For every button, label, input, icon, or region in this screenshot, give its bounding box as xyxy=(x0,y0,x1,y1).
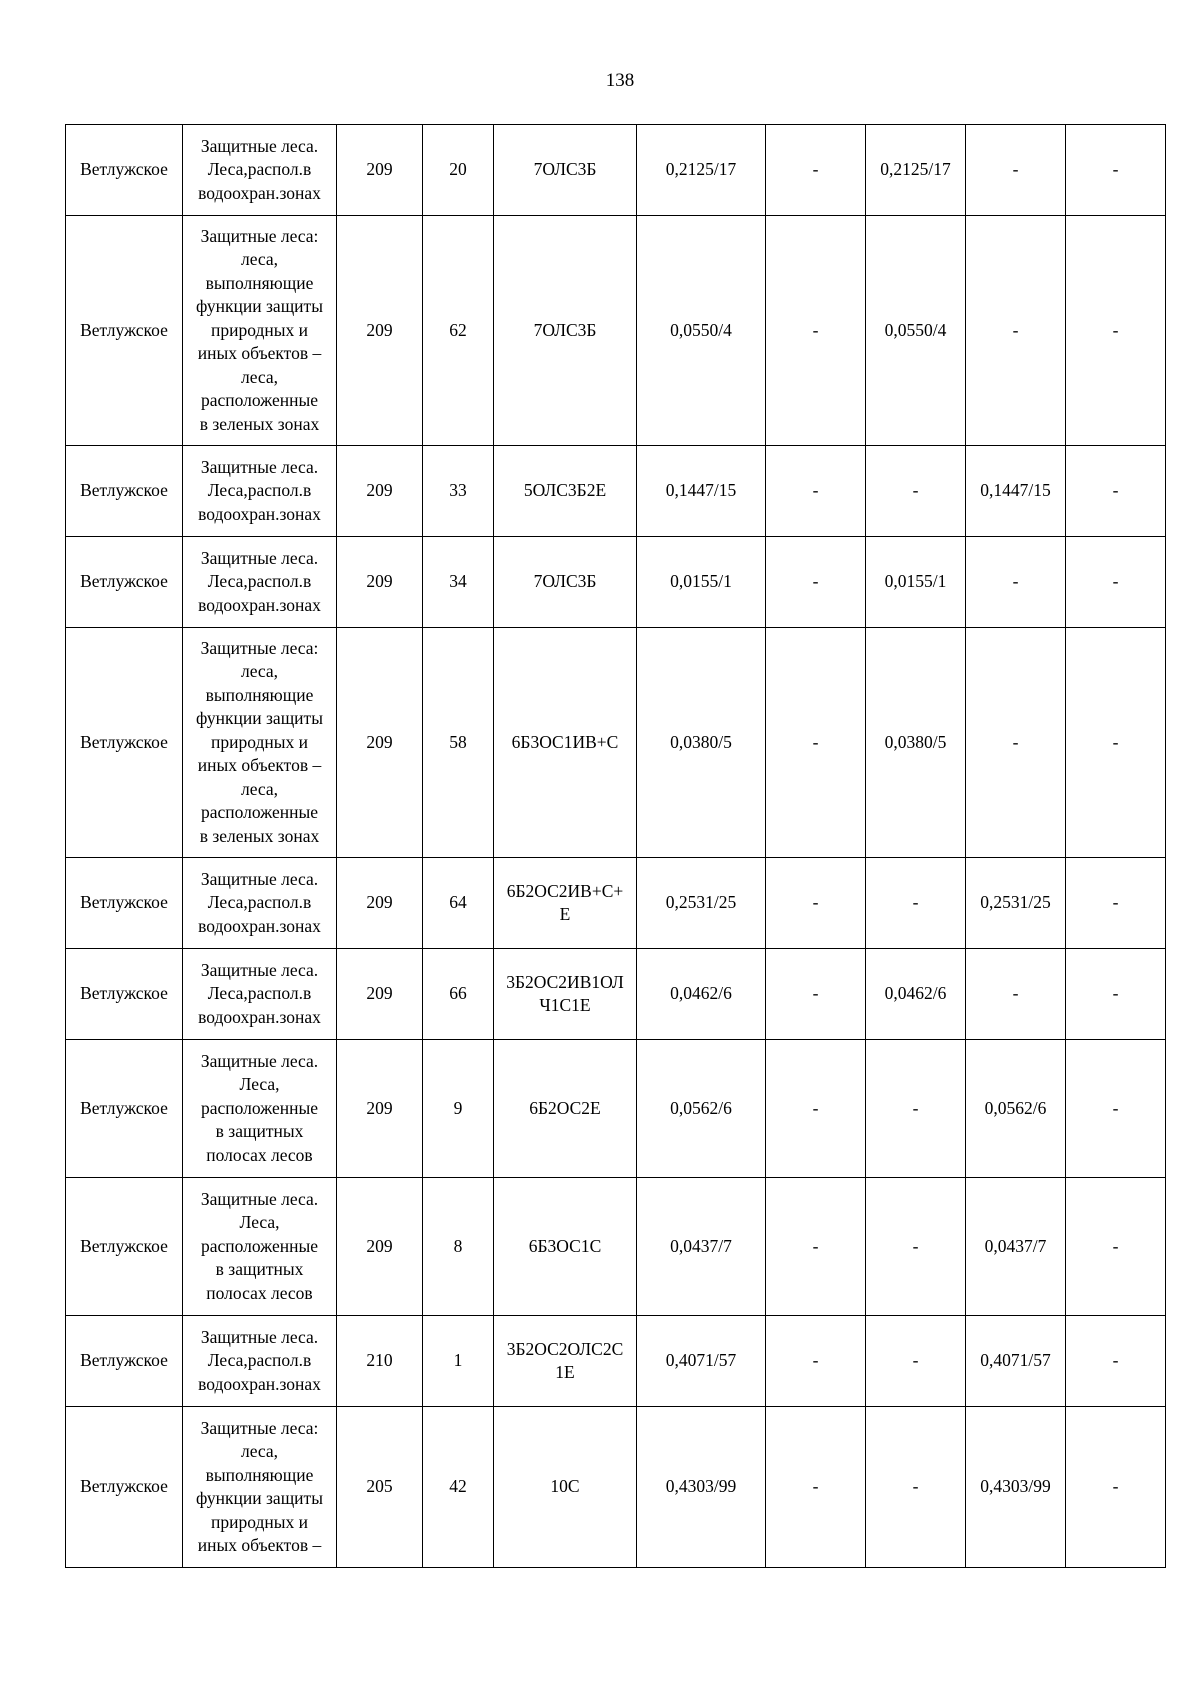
col9-cell: 0,2531/25 xyxy=(966,858,1066,949)
col8-cell: 0,0380/5 xyxy=(866,628,966,858)
section-cell: 33 xyxy=(423,446,494,537)
composition-cell: 6Б3ОС1С xyxy=(494,1178,637,1316)
quarter-cell: 209 xyxy=(337,446,423,537)
page-number: 138 xyxy=(605,70,635,91)
category-cell: Защитные леса. Леса,распол.в водоохран.зонах xyxy=(183,949,337,1040)
table-row xyxy=(66,628,1166,858)
table-row xyxy=(66,1316,1166,1407)
quarter-cell: 205 xyxy=(337,1407,423,1568)
col7-cell: - xyxy=(766,1316,866,1407)
section-cell: 64 xyxy=(423,858,494,949)
quarter-cell: 209 xyxy=(337,628,423,858)
table-row xyxy=(66,537,1166,628)
col8-cell: - xyxy=(866,1040,966,1178)
col7-cell: - xyxy=(766,628,866,858)
col8-cell: - xyxy=(866,858,966,949)
area-cell: 0,1447/15 xyxy=(637,446,766,537)
section-cell: 20 xyxy=(423,125,494,216)
col9-cell: 0,1447/15 xyxy=(966,446,1066,537)
quarter-cell: 209 xyxy=(337,537,423,628)
quarter-cell: 209 xyxy=(337,949,423,1040)
col8-cell: - xyxy=(866,446,966,537)
col7-cell: - xyxy=(766,858,866,949)
col10-cell: - xyxy=(1066,1178,1166,1316)
category-cell: Защитные леса: леса, выполняющие функции защиты природных и иных объектов – леса, расположенные в зеленых зонах xyxy=(183,628,337,858)
district-cell: Ветлужское xyxy=(66,628,183,858)
col10-cell: - xyxy=(1066,628,1166,858)
category-cell: Защитные леса: леса, выполняющие функции защиты природных и иных объектов – леса, расположенные в зеленых зонах xyxy=(183,216,337,446)
col9-cell: - xyxy=(966,125,1066,216)
section-cell: 1 xyxy=(423,1316,494,1407)
section-cell: 58 xyxy=(423,628,494,858)
composition-cell: 5ОЛС3Б2Е xyxy=(494,446,637,537)
district-cell: Ветлужское xyxy=(66,1316,183,1407)
district-cell: Ветлужское xyxy=(66,216,183,446)
col9-cell: 0,4303/99 xyxy=(966,1407,1066,1568)
quarter-cell: 210 xyxy=(337,1316,423,1407)
col9-cell: - xyxy=(966,537,1066,628)
table-row xyxy=(66,125,1166,216)
table-row xyxy=(66,949,1166,1040)
col8-cell: 0,0462/6 xyxy=(866,949,966,1040)
area-cell: 0,0155/1 xyxy=(637,537,766,628)
area-cell: 0,2125/17 xyxy=(637,125,766,216)
composition-cell: 6Б2ОС2ИВ+С+ Е xyxy=(494,858,637,949)
table-row xyxy=(66,1040,1166,1178)
composition-cell: 7ОЛС3Б xyxy=(494,537,637,628)
section-cell: 42 xyxy=(423,1407,494,1568)
col9-cell: - xyxy=(966,216,1066,446)
category-cell: Защитные леса. Леса,распол.в водоохран.зонах xyxy=(183,125,337,216)
col7-cell: - xyxy=(766,1178,866,1316)
quarter-cell: 209 xyxy=(337,1040,423,1178)
area-cell: 0,4303/99 xyxy=(637,1407,766,1568)
col8-cell: - xyxy=(866,1178,966,1316)
composition-cell: 6Б2ОС2Е xyxy=(494,1040,637,1178)
col7-cell: - xyxy=(766,1407,866,1568)
col7-cell: - xyxy=(766,446,866,537)
district-cell: Ветлужское xyxy=(66,858,183,949)
composition-cell: 3Б2ОС2ОЛС2С 1Е xyxy=(494,1316,637,1407)
col7-cell: - xyxy=(766,949,866,1040)
district-cell: Ветлужское xyxy=(66,1178,183,1316)
category-cell: Защитные леса. Леса, расположенные в защитных полосах лесов xyxy=(183,1178,337,1316)
area-cell: 0,2531/25 xyxy=(637,858,766,949)
composition-cell: 7ОЛС3Б xyxy=(494,216,637,446)
composition-cell: 10С xyxy=(494,1407,637,1568)
district-cell: Ветлужское xyxy=(66,1040,183,1178)
district-cell: Ветлужское xyxy=(66,1407,183,1568)
col8-cell: - xyxy=(866,1316,966,1407)
table-row xyxy=(66,1178,1166,1316)
col9-cell: 0,0437/7 xyxy=(966,1178,1066,1316)
composition-cell: 3Б2ОС2ИВ1ОЛ Ч1С1Е xyxy=(494,949,637,1040)
district-cell: Ветлужское xyxy=(66,949,183,1040)
area-cell: 0,0437/7 xyxy=(637,1178,766,1316)
col9-cell: - xyxy=(966,628,1066,858)
col9-cell: 0,0562/6 xyxy=(966,1040,1066,1178)
col9-cell: 0,4071/57 xyxy=(966,1316,1066,1407)
quarter-cell: 209 xyxy=(337,1178,423,1316)
district-cell: Ветлужское xyxy=(66,537,183,628)
col8-cell: 0,0550/4 xyxy=(866,216,966,446)
district-cell: Ветлужское xyxy=(66,446,183,537)
col8-cell: 0,0155/1 xyxy=(866,537,966,628)
section-cell: 34 xyxy=(423,537,494,628)
category-cell: Защитные леса. Леса,распол.в водоохран.зонах xyxy=(183,1316,337,1407)
col8-cell: - xyxy=(866,1407,966,1568)
category-cell: Защитные леса. Леса,распол.в водоохран.зонах xyxy=(183,537,337,628)
area-cell: 0,0550/4 xyxy=(637,216,766,446)
district-cell: Ветлужское xyxy=(66,125,183,216)
col10-cell: - xyxy=(1066,858,1166,949)
area-cell: 0,0462/6 xyxy=(637,949,766,1040)
col7-cell: - xyxy=(766,1040,866,1178)
col7-cell: - xyxy=(766,216,866,446)
table-row xyxy=(66,1407,1166,1568)
area-cell: 0,0380/5 xyxy=(637,628,766,858)
table-row xyxy=(66,446,1166,537)
table-row xyxy=(66,216,1166,446)
col10-cell: - xyxy=(1066,1040,1166,1178)
col9-cell: - xyxy=(966,949,1066,1040)
col10-cell: - xyxy=(1066,125,1166,216)
col10-cell: - xyxy=(1066,1407,1166,1568)
area-cell: 0,0562/6 xyxy=(637,1040,766,1178)
category-cell: Защитные леса. Леса,распол.в водоохран.зонах xyxy=(183,858,337,949)
quarter-cell: 209 xyxy=(337,216,423,446)
section-cell: 8 xyxy=(423,1178,494,1316)
category-cell: Защитные леса. Леса,распол.в водоохран.зонах xyxy=(183,446,337,537)
forest-allotment-table xyxy=(65,124,1166,1568)
category-cell: Защитные леса: леса, выполняющие функции защиты природных и иных объектов – xyxy=(183,1407,337,1568)
section-cell: 9 xyxy=(423,1040,494,1178)
section-cell: 62 xyxy=(423,216,494,446)
col10-cell: - xyxy=(1066,446,1166,537)
col10-cell: - xyxy=(1066,537,1166,628)
category-cell: Защитные леса. Леса, расположенные в защитных полосах лесов xyxy=(183,1040,337,1178)
area-cell: 0,4071/57 xyxy=(637,1316,766,1407)
composition-cell: 7ОЛС3Б xyxy=(494,125,637,216)
col10-cell: - xyxy=(1066,1316,1166,1407)
col7-cell: - xyxy=(766,537,866,628)
quarter-cell: 209 xyxy=(337,858,423,949)
col10-cell: - xyxy=(1066,216,1166,446)
col10-cell: - xyxy=(1066,949,1166,1040)
col8-cell: 0,2125/17 xyxy=(866,125,966,216)
table-row xyxy=(66,858,1166,949)
table-body xyxy=(66,125,1166,1568)
section-cell: 66 xyxy=(423,949,494,1040)
col7-cell: - xyxy=(766,125,866,216)
quarter-cell: 209 xyxy=(337,125,423,216)
composition-cell: 6Б3ОС1ИВ+С xyxy=(494,628,637,858)
